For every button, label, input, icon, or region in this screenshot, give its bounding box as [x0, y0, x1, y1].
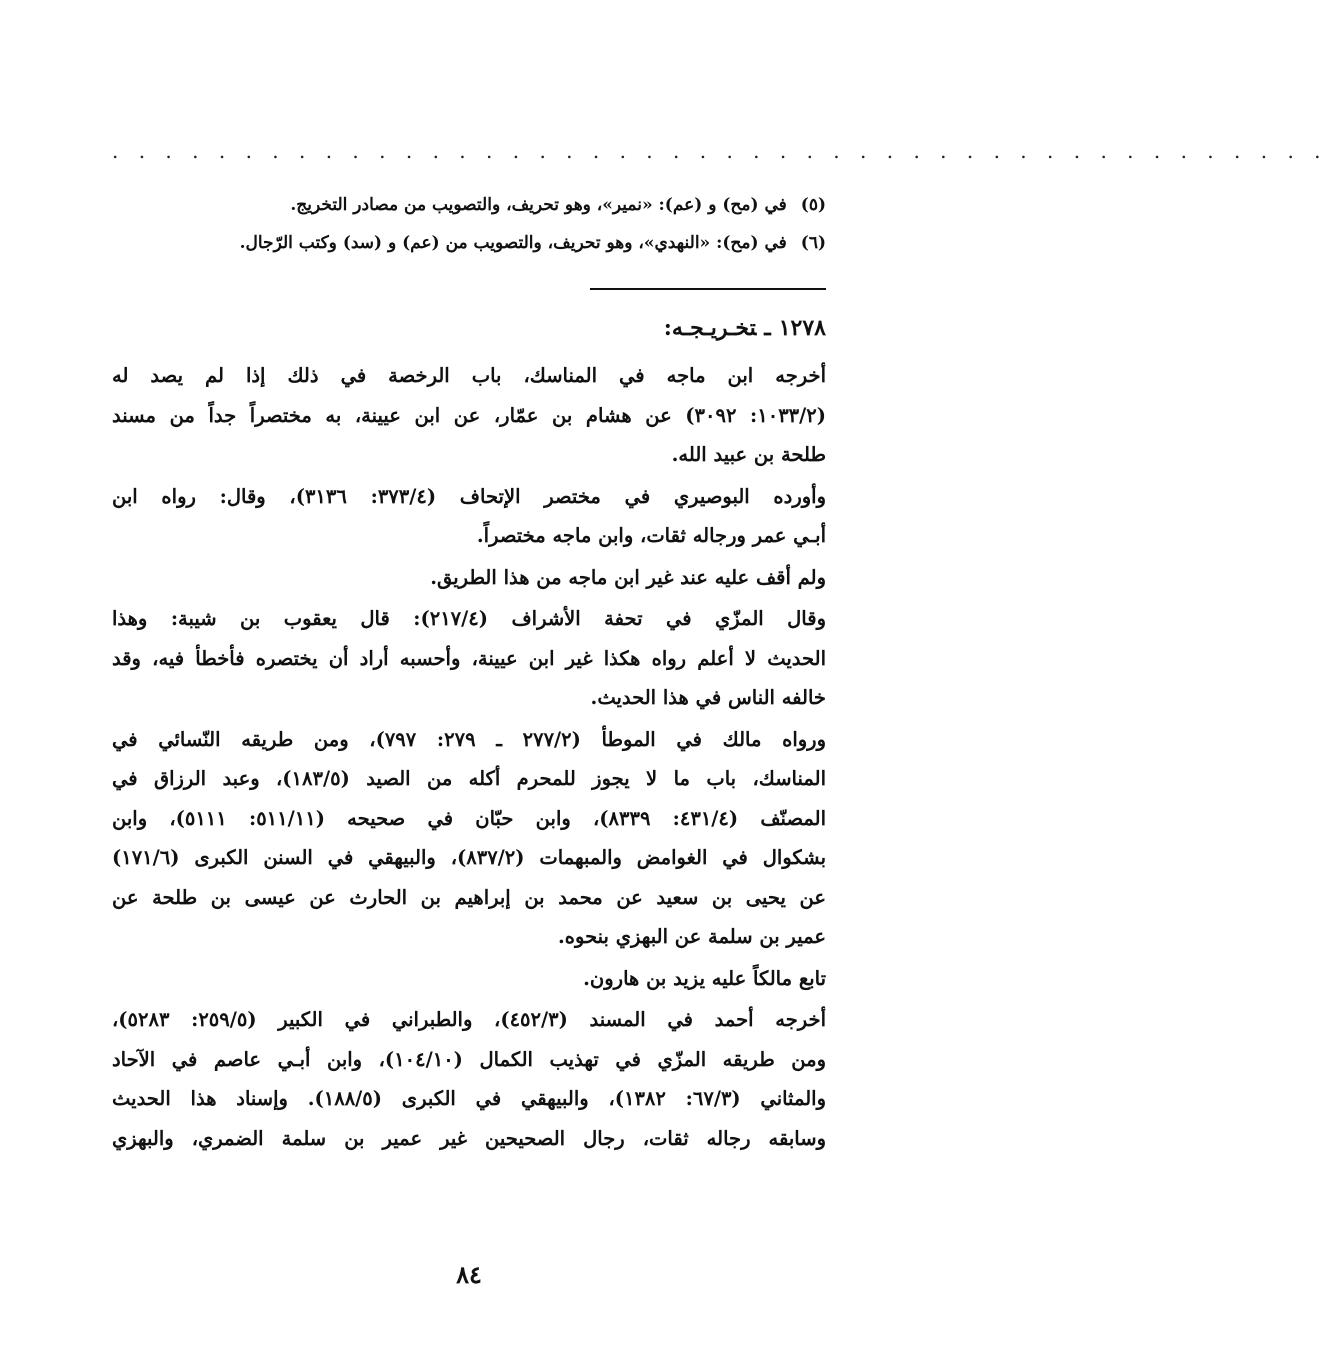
text-line: ولم أقف عليه عند غير ابن ماجه من هذا الطريق. [430, 565, 826, 589]
section-heading [664, 308, 826, 348]
heading-title: تخـريـجـه: [663, 315, 757, 341]
text-line: (١٠٣٣/٢: ٣٠٩٢) عن هشام بن عمّار، عن ابن عيينة، به مختصراً جداً من مسند [112, 403, 826, 427]
text-line: أخرجه أحمد في المسند (٤٥٢/٣)، والطبراني في الكبير (٢٥٩/٥: ٥٢٨٣)، [112, 1008, 826, 1031]
text-line: وقال المزّي في تحفة الأشراف (٢١٧/٤): قال يعقوب بن شيبة: وهذا [112, 607, 826, 630]
text-line: وسابقه رجاله ثقات، رجال الصحيحين غير عمير بن سلمة الضمري، والبهزي [112, 1126, 826, 1150]
hadith-number: ١٢٧٨ [778, 315, 826, 341]
text-line: أخرجه ابن ماجه في المناسك، باب الرخصة في ذلك إذا لم يصد له [112, 364, 826, 387]
footnote-separator-dots: . . . . . . . . . . . . . . . . . . . . . . . . . . . . . . . . . . . . . . . . . . . . . . [112, 139, 1328, 163]
text-line: عمير بن سلمة عن البهزي بنحوه. [557, 925, 826, 948]
text-line: بشكوال في الغوامض والمبهمات (٨٣٧/٢)، والبيهقي في السنن الكبرى (١٧١/٦) [112, 846, 827, 869]
footnote-number: (٥) [800, 195, 826, 215]
text-line: المصنّف (٤٣١/٤: ٨٣٣٩)، وابن حبّان في صحيحه (٥١١/١١: ٥١١١)، وابن [112, 806, 826, 830]
footnote-number: (٦) [800, 233, 826, 253]
heading-dash: ـ [764, 315, 771, 341]
footnote-5 [106, 186, 826, 224]
text-line: المناسك، باب ما لا يجوز للمحرم أكله من الصيد (١٨٣/٥)، وعبد الرزاق في [112, 767, 826, 790]
text-line: خالفه الناس في هذا الحديث. [590, 686, 826, 709]
text-line: ومن طريقه المزّي في تهذيب الكمال (١٠٤/١٠)، وابن أبـي عاصم في الآحاد [112, 1047, 826, 1071]
text-line: عن يحيى بن سعيد عن محمد بن إبراهيم بن الحارث عن عيسى بن طلحة عن [112, 885, 826, 909]
text-line: طلحة بن عبيد الله. [671, 443, 826, 466]
text-line: وأورده البوصيري في مختصر الإتحاف (٣٧٣/٤: ٣١٣٦)، وقال: رواه ابن [112, 484, 826, 508]
text-line: تابع مالكاً عليه يزيد بن هارون. [583, 966, 826, 990]
footnote-6 [106, 224, 826, 262]
text-line: أبـي عمر ورجاله ثقات، وابن ماجه مختصراً. [476, 524, 826, 547]
section-divider-rule [590, 288, 826, 290]
footnotes-section [106, 186, 826, 262]
text-line: ورواه مالك في الموطأ (٢٧٧/٢ ـ ٢٧٩: ٧٩٧)، ومن طريقه النّسائي في [112, 727, 826, 751]
text-line: والمثاني (٦٧/٣: ١٣٨٢)، والبيهقي في الكبرى (١٨٨/٥). وإسناد هذا الحديث [112, 1087, 826, 1110]
text-line: الحديث لا أعلم رواه هكذا غير ابن عيينة، وأحسبه أراد أن يختصره فأخطأ فيه، وقد [112, 646, 826, 670]
main-text [112, 356, 826, 1158]
footnote-text: في (مح): «النهدي»، وهو تحريف، والتصويب من (عم) و (سد) وكتب الرّجال. [239, 233, 787, 253]
page-number: ٨٤ [456, 1260, 482, 1289]
footnote-text: في (مح) و (عم): «نمير»، وهو تحريف، والتصويب من مصادر التخريج. [290, 195, 787, 215]
